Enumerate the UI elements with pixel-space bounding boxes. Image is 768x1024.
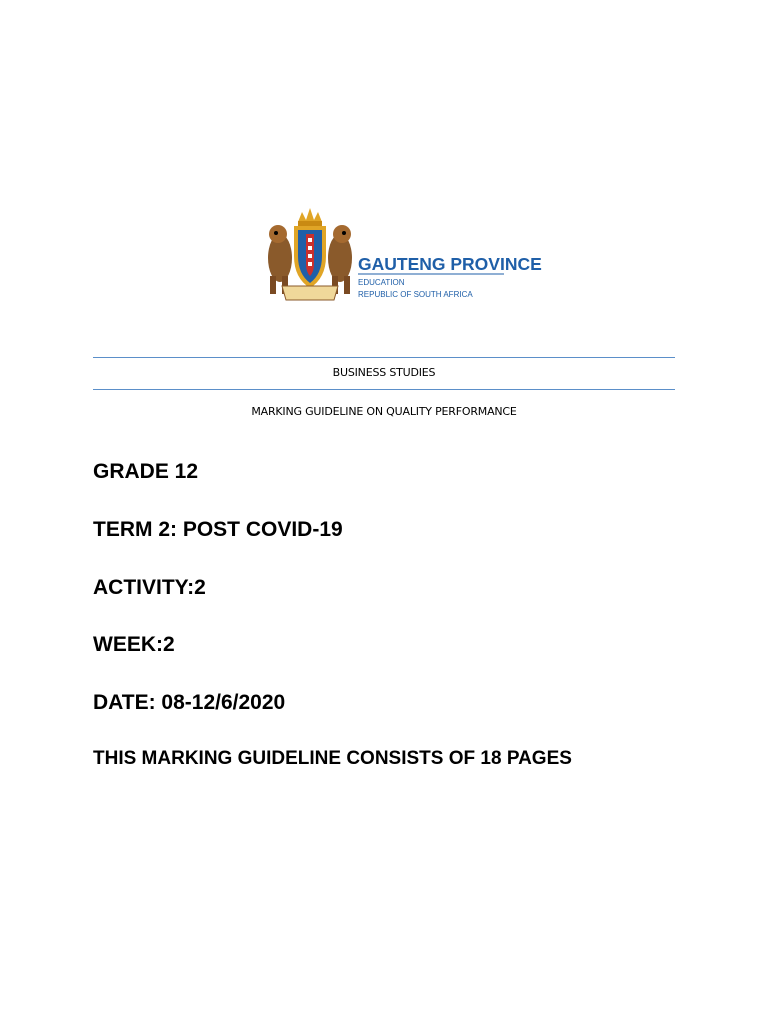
activity-heading: ACTIVITY:2 [93,576,206,599]
gauteng-education-logo [262,206,542,306]
guideline-title: MARKING GUIDELINE ON QUALITY PERFORMANCE [251,405,517,418]
header-divider-top [93,357,675,358]
shield-icon [294,226,326,288]
logo-org-name: GAUTENG PROVINCE [358,254,542,274]
date-heading: DATE: 08-12/6/2020 [93,691,286,714]
subject-title: BUSINESS STUDIES [332,366,436,379]
crown-icon [298,208,322,226]
logo-country: REPUBLIC OF SOUTH AFRICA [358,290,473,299]
term-heading: TERM 2: POST COVID-19 [93,518,343,541]
header-divider-bottom [93,389,675,390]
grade-heading: GRADE 12 [93,460,199,483]
coat-of-arms-logo-graphic [262,206,542,306]
page-count-note: THIS MARKING GUIDELINE CONSISTS OF 18 PAGES [93,748,572,769]
right-lion-icon [328,225,352,294]
motto-ribbon [282,286,338,300]
week-heading: WEEK:2 [93,633,175,656]
left-lion-icon [268,225,292,294]
logo-department: EDUCATION [358,278,405,287]
